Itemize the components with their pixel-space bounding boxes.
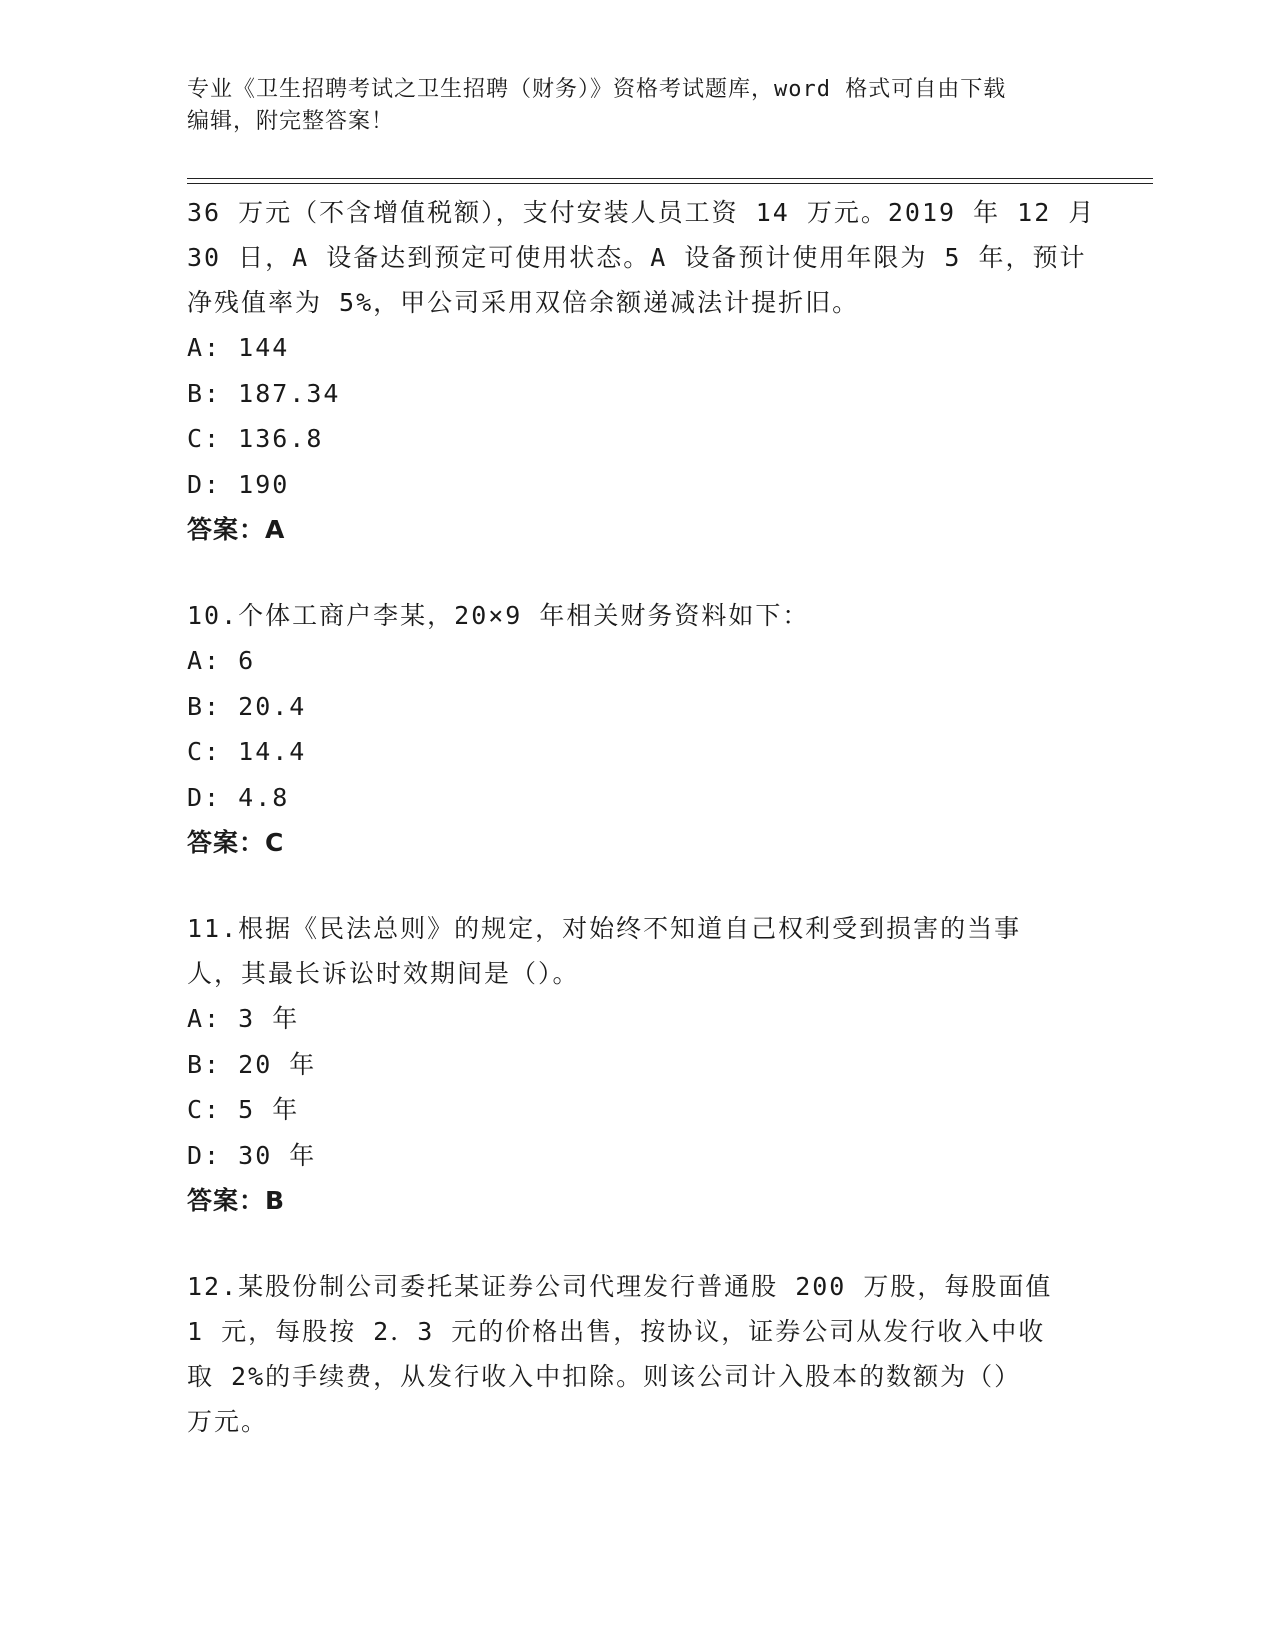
- question-stem: 11.根据《民法总则》的规定，对始终不知道自己权利受到损害的当事: [187, 914, 1022, 943]
- header-divider: [187, 183, 1153, 184]
- question-stem: 10.个体工商户李某，20×9 年相关财务资料如下：: [187, 601, 810, 630]
- answer-label: 答案：C: [187, 828, 285, 857]
- question-stem: 30 日，A 设备达到预定可使用状态。A 设备预计使用年限为 5 年，预计: [187, 243, 1087, 272]
- option-c: C: 14.4: [187, 737, 307, 766]
- question-list: [187, 190, 1096, 1444]
- header-divider: [187, 178, 1153, 179]
- option-b: B: 20 年: [187, 1049, 317, 1079]
- question-block: [187, 1264, 1087, 1444]
- question-stem: 人，其最长诉讼时效期间是（）。: [187, 959, 580, 988]
- option-b: B: 187.34: [187, 378, 341, 408]
- option-c: C: 5 年: [187, 1095, 300, 1124]
- header-line: 专业《卫生招聘考试之卫生招聘（财务）》资格考试题库，word 格式可自由下载: [187, 77, 1007, 102]
- option-b: B: 20.4: [187, 691, 307, 721]
- header-line: 编辑，附完整答案！: [187, 109, 395, 134]
- answer-label: 答案：B: [187, 1186, 286, 1215]
- question-stem: 12.某股份制公司委托某证券公司代理发行普通股 200 万股，每股面值: [187, 1272, 1053, 1301]
- question-stem: 1 元，每股按 2．3 元的价格出售，按协议，证券公司从发行收入中收: [187, 1317, 1046, 1346]
- option-d: D: 30 年: [187, 1140, 317, 1170]
- question-stem: 取 2%的手续费，从发行收入中扣除。则该公司计入股本的数额为（）: [187, 1362, 1022, 1391]
- answer-label: 答案：A: [187, 515, 286, 544]
- question-block: [187, 906, 1087, 1224]
- option-a: A: 6: [187, 646, 256, 675]
- option-d: D: 4.8: [187, 782, 290, 812]
- question-stem: 净残值率为 5%，甲公司采用双倍余额递减法计提折旧。: [187, 288, 860, 317]
- question-stem: 万元。: [187, 1407, 269, 1436]
- option-c: C: 136.8: [187, 424, 324, 453]
- question-block: [187, 190, 1096, 553]
- document-header: [187, 74, 1087, 138]
- option-a: A: 144: [187, 333, 290, 362]
- question-stem: 36 万元（不含增值税额），支付安装人员工资 14 万元。2019 年 12 月: [187, 198, 1096, 227]
- option-a: A: 3 年: [187, 1004, 300, 1033]
- question-block: [187, 593, 1087, 866]
- option-d: D: 190: [187, 469, 290, 499]
